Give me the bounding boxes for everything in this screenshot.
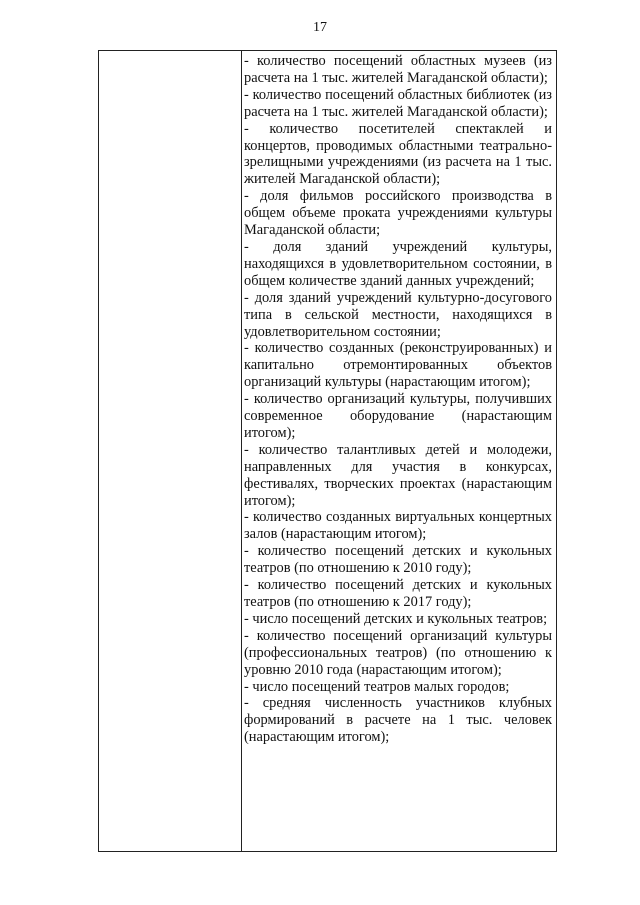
indicator-item: - количество посещений областных библиотек (из расчета на 1 тыс. жителей Магаданской области); <box>244 86 552 120</box>
indicator-item: - количество созданных (реконструированных) и капитально отремонтированных объектов организаций культуры (нарастающим итогом); <box>244 340 552 391</box>
indicator-item: - количество посещений организаций культуры (профессиональных театров) (по отношению к уровню 2010 года (нарастающим итогом); <box>244 627 552 678</box>
indicator-item: - количество талантливых детей и молодежи, направленных для участия в конкурсах, фестивалях, творческих проектах (нарастающим итогом); <box>244 441 552 509</box>
indicator-item: - количество посещений детских и кукольных театров (по отношению к 2017 году); <box>244 577 552 610</box>
indicator-item: - число посещений театров малых городов; <box>244 678 510 695</box>
indicator-item: - доля зданий учреждений культуры, находящихся в удовлетворительном состоянии, в общем количестве зданий данных учреждений; <box>244 238 552 289</box>
indicators-table <box>98 50 557 852</box>
indicator-item: - количество посетителей спектаклей и концертов, проводимых областными театрально-зрелищными учреждениями (из расчета на 1 тыс. жителей Магаданской области); <box>244 120 552 188</box>
indicator-item: - число посещений детских и кукольных театров; <box>244 610 548 627</box>
indicator-item: - доля зданий учреждений культурно-досугового типа в сельской местности, находящихся в удовлетворительном состоянии; <box>244 289 552 340</box>
indicator-item: - количество организаций культуры, получивших современное оборудование (нарастающим итогом); <box>244 391 552 441</box>
indicator-item: - количество посещений детских и кукольных театров (по отношению к 2010 году); <box>244 543 552 577</box>
indicator-item: - доля фильмов российского производства в общем объеме проката учреждениями культуры Магаданской области; <box>244 188 552 239</box>
page-number: 17 <box>313 20 327 35</box>
indicator-item: - средняя численность участников клубных формирований в расчете на 1 тыс. человек (нарастающим итогом); <box>244 695 552 746</box>
indicator-item: - количество посещений областных музеев (из расчета на 1 тыс. жителей Магаданской области); <box>244 53 552 86</box>
table-left-cell <box>99 51 242 851</box>
indicator-item: - количество созданных виртуальных концертных залов (нарастающим итогом); <box>244 509 552 543</box>
table-right-cell <box>244 53 552 746</box>
